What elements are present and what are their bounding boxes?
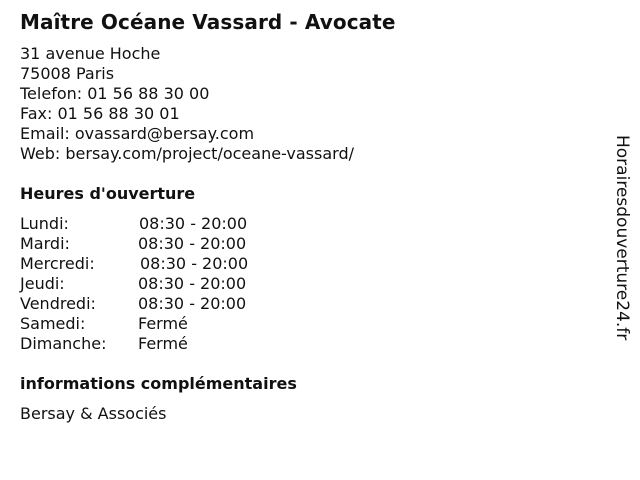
time-value: Fermé [138,334,188,353]
day-label: Mercredi: [20,254,95,273]
hours-row-tuesday [20,234,600,254]
city-postcode: 75008 Paris [20,64,115,83]
email-address: Email: ovassard@bersay.com [20,124,255,143]
hours-row-thursday [20,274,600,294]
time-value: 08:30 - 20:00 [138,234,247,253]
hours-row-wednesday [20,254,600,274]
time-value: 08:30 - 20:00 [138,294,247,313]
phone-number: Telefon: 01 56 88 30 00 [20,84,210,103]
fax-number: Fax: 01 56 88 30 01 [20,104,180,123]
opening-hours-heading: Heures d'ouverture [20,184,196,203]
time-value: 08:30 - 20:00 [139,214,248,233]
time-value: 08:30 - 20:00 [140,254,249,273]
side-brand-watermark: Horairesdouverture24.fr [612,135,632,341]
additional-info-text: Bersay & Associés [20,404,167,423]
hours-row-saturday [20,314,600,334]
day-label: Vendredi: [20,294,96,313]
day-label: Mardi: [20,234,70,253]
time-value: 08:30 - 20:00 [138,274,247,293]
time-value: Fermé [138,314,188,333]
day-label: Jeudi: [20,274,65,293]
page-title: Maître Océane Vassard - Avocate [20,10,396,34]
hours-row-friday [20,294,600,314]
hours-row-monday [20,214,600,234]
street-address: 31 avenue Hoche [20,44,161,63]
business-card [20,10,600,424]
website-url: Web: bersay.com/project/oceane-vassard/ [20,144,354,163]
opening-hours-table [20,214,600,354]
additional-info-heading: informations complémentaires [20,374,297,393]
day-label: Samedi: [20,314,86,333]
day-label: Dimanche: [20,334,107,353]
contact-block [20,44,600,164]
day-label: Lundi: [20,214,69,233]
hours-row-sunday [20,334,600,354]
